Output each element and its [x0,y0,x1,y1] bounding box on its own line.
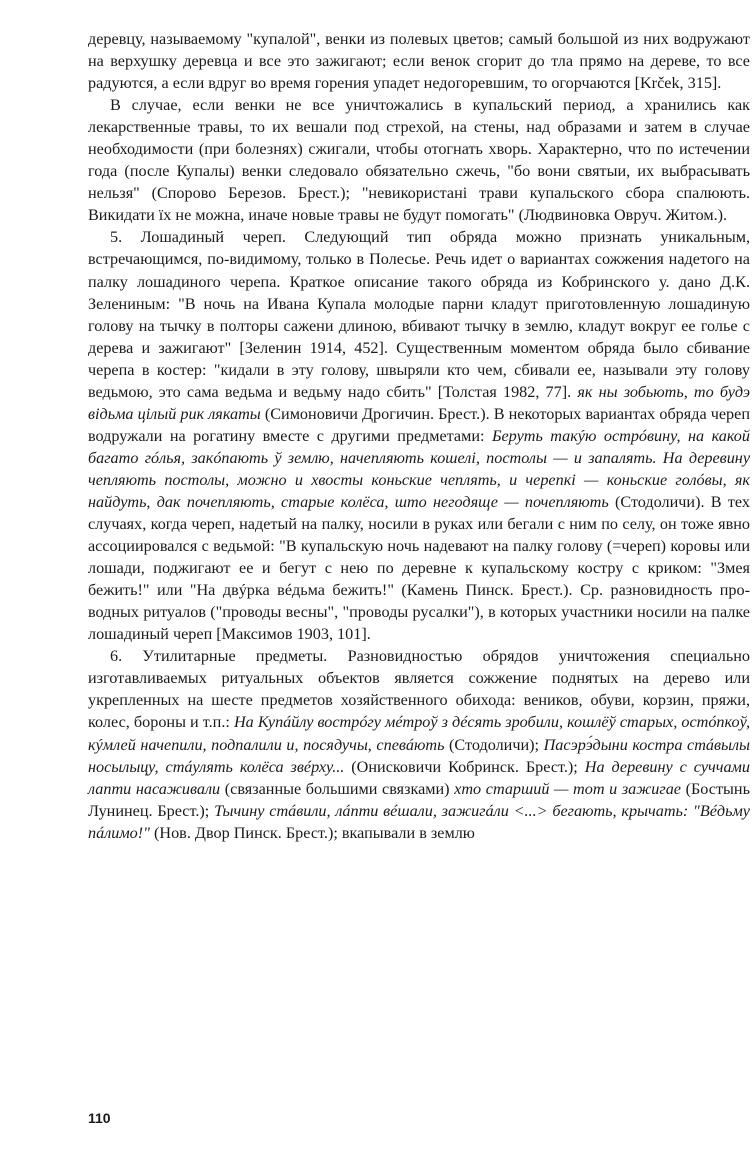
page-body [88,28,750,844]
text-run: В случае, если венки не все уничтожались в купальский период, а хранились как лекарственные травы, то их вешали под стрехой, на стены, над образами и затем в случае необходимости (при болезнях) сжигали, чтобы отогнать хворь. Характерно, что по истечении года (после Купалы) венки следовало обязательно сжечь, "бо вони святыи, их выбрасывать нельзя" (Спорово Березов. Брест.); "невикористані трави купальского сбора спалюють. Викидати їх не можна, иначе новые травы не будут помогать" (Людвиновка Овруч. Житом.). [88,96,750,225]
text-run: (Стодоличи); [444,735,544,754]
italic-quote: Пасэрэ́дыни костра стáвылы носылыцу, стáулять колëса звéрху... [88,735,751,776]
italic-quote: Беруть такýю острóвину, на какой багато гóлья, закóпають ў землю, начепляють кошелі, постолы — и запалять. На деревину чепляють постолы, можно и хвосты коньские чеплять, и черепкі — коньские голóвы, як найдуть, дак почепляють, старые колёса, што негодяще — почепляють [88,426,750,511]
italic-quote: На деревину с суччами лапти насаживали [88,757,750,798]
paragraph [88,94,750,226]
italic-quote: Тычину стáвили, лáпти вéшали, зажигáли <...> бегають, крычать: "Вéдьму пáлимо!" [88,801,750,842]
text-run: (Стодоличи). В тех случаях, когда череп, надетый на палку, носили в руках или бегали с ним по селу, он тоже явно ассоциировался с ведьмой: "В купальскую ночь надевают на палку голову (=череп) коровы или лошади, поджигают ее и бегут с нею по деревне к купальскому костру с криком: "Змея бежить!" или "На двýрка вéдьма бежить!" (Камень Пинск. Брест.). Ср. разновидность проводных ритуалов ("проводы весны", "проводы русалки"), в которых участники носили на палке лошадиный череп [Максимов 1903, 101]. [88,492,751,644]
paragraph [88,645,750,843]
italic-quote: хто старший — тот и зажигае [454,779,681,798]
text-run: деревцу, называемому "купалой", венки из полевых цветов; самый большой из них водружают на верхушку деревца и все это зажигают; если венок сгорит до тла прямо на дереве, то все радуются, а если вдруг во время горения упадет недогоревшим, то огорчаются [Krček, 315]. [88,30,750,93]
paragraph [88,226,750,645]
text-run: (Онисковичи Кобринск. Брест.); [344,757,585,776]
italic-quote: як ны зобьють, то будэ відьма цілый рик лякаты [88,382,751,423]
text-run: (связанные большими связками) [220,779,455,798]
text-run: 5. Лошадиный череп. Следующий тип обряда можно признать уникальным, встречающимся, по-видимому, только в Полесье. Речь идет о вариантах сожжения надетого на палку лошадиного черепа. Краткое описание такого обряда из Кобринского у. дано Д.К. Зелениным: "В ночь на Ивана Купала молодые парни кладут приготовленную лошадиную голову на тычку в полторы сажени длиною, вбивают тычку в землю, кладут вокруг ее голье с дерева и зажигают" [Зеленин 1914, 452]. Существенным моментом обряда было сбивание черепа в костер: "кидали в эту голову, швыряли кто чем, сбивали ее, называли эту голову ведьмою, это сама ведьма и ведьму надо сбить" [Толстая 1982, 77]. [88,228,750,401]
text-run: (Бостынь Лунинец. Брест.); [88,779,750,820]
text-run: (Симоновичи Дрогичин. Брест.). В некоторых вариантах обряда череп водружали на рогатину вместе с другими предметами: [88,404,751,445]
page-number: 110 [88,1110,111,1126]
text-run: (Нов. Двор Пинск. Брест.); вкапывали в землю [149,823,475,842]
paragraph [88,28,750,94]
text-run: 6. Утилитарные предметы. Разновидностью обрядов уничтожения специально изготавливаемых ритуальных объектов является сожжение поднятых на дерево или укрепленных на шесте предметов хозяйственного обихода: веников, обуви, корзин, пряжи, колес, бороны и т.п.: [88,647,750,732]
italic-quote: На Купáйлу вострóгу мéтроў з дéсять зробили, кошлёў старых, остóпкоў, кýмлей начепили, подпалили и, посядучы, спевáють [88,713,750,754]
